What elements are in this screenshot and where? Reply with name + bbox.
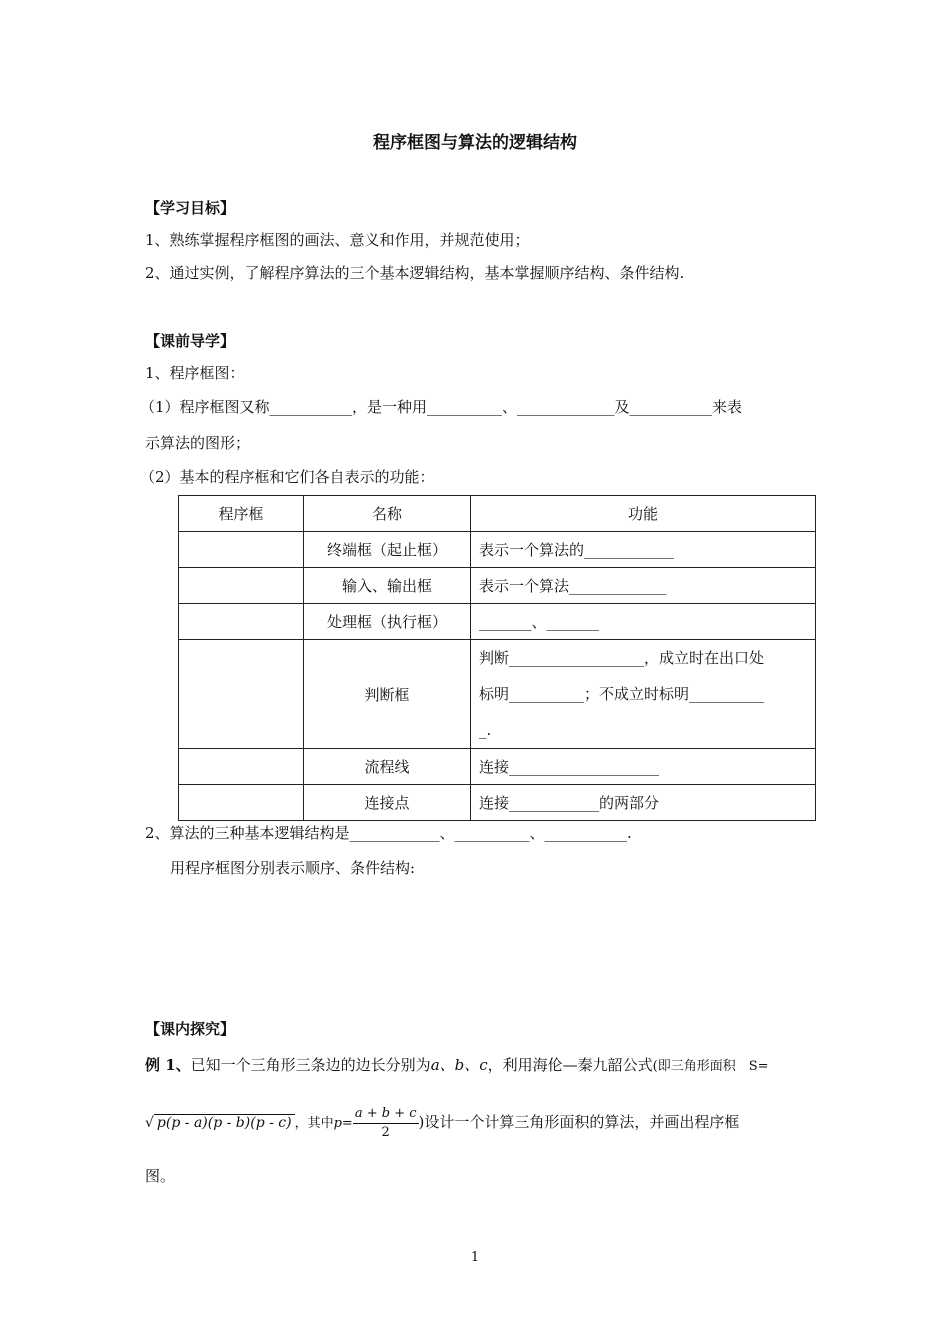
- table-row: [179, 604, 816, 640]
- example-1-line-3: 图。: [145, 1167, 176, 1185]
- table-header: 名称: [304, 496, 471, 532]
- table-cell-name: 终端框（起止框）: [304, 532, 471, 568]
- table-header: 程序框: [179, 496, 304, 532]
- goal-2: 2、通过实例，了解程序算法的三个基本逻辑结构，基本掌握顺序结构、条件结构.: [145, 264, 685, 282]
- func-line: 判断__________________，成立时在出口处: [479, 649, 765, 667]
- example-label: 例 1、: [145, 1056, 191, 1074]
- table-row: [179, 640, 816, 749]
- table-cell-name: 处理框（执行框）: [304, 604, 471, 640]
- preview-item-1-1a: （1）程序框图又称___________，是一种用__________、_____________及___________来表: [140, 398, 743, 416]
- table-cell-empty: [179, 785, 304, 821]
- example-text: 已知一个三角形三条边的边长分别为: [190, 1056, 431, 1074]
- preview-header: 【课前导学】: [145, 332, 236, 350]
- example-1-line-1: [145, 1055, 769, 1077]
- example-text: ，其中: [294, 1116, 334, 1131]
- example-var-p: p=: [333, 1116, 353, 1131]
- table-cell-name: 输入、输出框: [304, 568, 471, 604]
- page-number: 1: [470, 1250, 480, 1265]
- example-text: )设计一个计算三角形面积的算法，并画出程序框: [418, 1113, 740, 1131]
- table-cell-name: 流程线: [304, 749, 471, 785]
- table-cell-empty: [179, 640, 304, 749]
- table-row: [179, 749, 816, 785]
- fraction: [353, 1105, 419, 1142]
- sqrt-radicand: p(p - a)(p - b)(p - c): [154, 1114, 295, 1131]
- preview-item-1: 1、程序框图：: [145, 364, 245, 382]
- example-1-line-2: [145, 1103, 739, 1143]
- fraction-denominator: 2: [381, 1124, 390, 1140]
- preview-item-1-1b: 示算法的图形；: [145, 434, 251, 452]
- func-line: _.: [479, 721, 492, 739]
- preview-item-1-2: （2）基本的程序框和它们各自表示的功能：: [140, 468, 435, 486]
- table-cell-func: [471, 640, 816, 749]
- table-row: [179, 568, 816, 604]
- fraction-numerator: a + b + c: [353, 1105, 419, 1124]
- table-cell-empty: [179, 568, 304, 604]
- example-text: (即三角形面积 S=: [652, 1059, 769, 1074]
- table-cell-func: _______、_______: [471, 604, 816, 640]
- example-vars: a、b、c: [430, 1056, 488, 1074]
- sqrt-formula: √ p(p - a)(p - b)(p - c): [145, 1104, 295, 1142]
- table-row: [179, 785, 816, 821]
- program-box-table: [178, 495, 816, 821]
- page-title: 程序框图与算法的逻辑结构: [373, 133, 577, 153]
- table-cell-func: 连接____________________: [471, 749, 816, 785]
- goals-header: 【学习目标】: [145, 199, 236, 217]
- example-text: ，利用海伦—秦九韶公式: [487, 1056, 653, 1074]
- table-cell-func: 表示一个算法_____________: [471, 568, 816, 604]
- preview-item-2: 2、算法的三种基本逻辑结构是____________、__________、___________.: [145, 824, 632, 842]
- table-cell-func: 表示一个算法的____________: [471, 532, 816, 568]
- goal-1: 1、熟练掌握程序框图的画法、意义和作用，并规范使用；: [145, 231, 530, 249]
- table-cell-empty: [179, 532, 304, 568]
- table-header: 功能: [471, 496, 816, 532]
- table-row: [179, 532, 816, 568]
- explore-header: 【课内探究】: [145, 1020, 236, 1038]
- table-cell-name: 连接点: [304, 785, 471, 821]
- table-cell-empty: [179, 604, 304, 640]
- table-cell-empty: [179, 749, 304, 785]
- table-header-row: [179, 496, 816, 532]
- func-line: 标明__________；不成立时标明__________: [479, 685, 765, 703]
- preview-item-2b: 用程序框图分别表示顺序、条件结构:: [170, 859, 416, 877]
- table-cell-name: 判断框: [304, 640, 471, 749]
- table-cell-func: 连接____________的两部分: [471, 785, 816, 821]
